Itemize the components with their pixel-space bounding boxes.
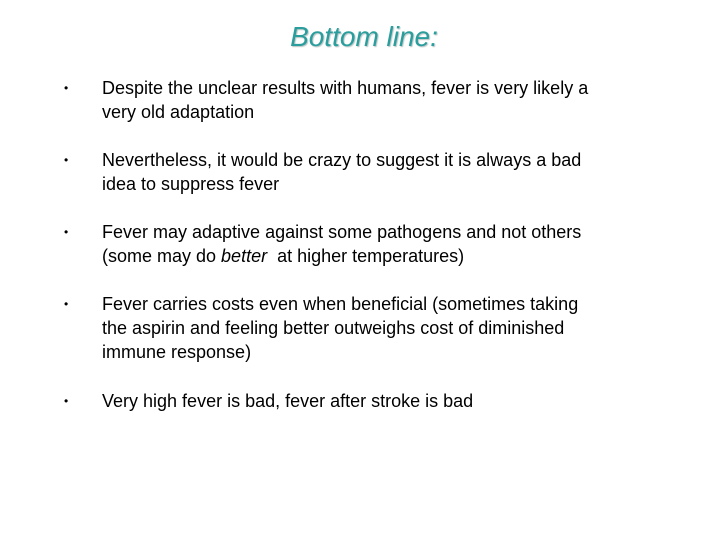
bullet-line: the aspirin and feeling better outweighs cost of diminished bbox=[102, 318, 565, 338]
emphasis-text: better bbox=[221, 246, 268, 266]
slide-title: Bottom line: bbox=[290, 21, 438, 52]
bullet-text bbox=[102, 292, 662, 364]
bullet-line: Very high fever is bad, fever after stroke is bad bbox=[102, 391, 474, 411]
bullet-line-part: at higher temperatures) bbox=[267, 246, 465, 266]
bullet-line-part: (some may do bbox=[102, 246, 222, 266]
bullet-icon: • bbox=[64, 394, 69, 408]
bullet-line: very old adaptation bbox=[102, 102, 255, 122]
bullet-icon: • bbox=[64, 153, 69, 167]
bullet-line: idea to suppress fever bbox=[102, 174, 280, 194]
bullet-line: immune response) bbox=[102, 342, 252, 362]
bullet-icon: • bbox=[64, 297, 69, 311]
bullet-text bbox=[102, 76, 662, 124]
bullet-text bbox=[102, 220, 662, 268]
bullet-icon: • bbox=[64, 225, 69, 239]
bullet-line: Nevertheless, it would be crazy to suggest it is always a bad bbox=[102, 150, 582, 170]
bullet-line: Fever may adaptive against some pathogens and not others bbox=[102, 222, 582, 242]
bullet-line: Fever carries costs even when beneficial (sometimes taking bbox=[102, 294, 579, 314]
bullet-icon: • bbox=[64, 81, 69, 95]
bullet-text bbox=[102, 389, 662, 413]
bullet-text bbox=[102, 148, 662, 196]
bullet-line: Despite the unclear results with humans, fever is very likely a bbox=[102, 78, 589, 98]
